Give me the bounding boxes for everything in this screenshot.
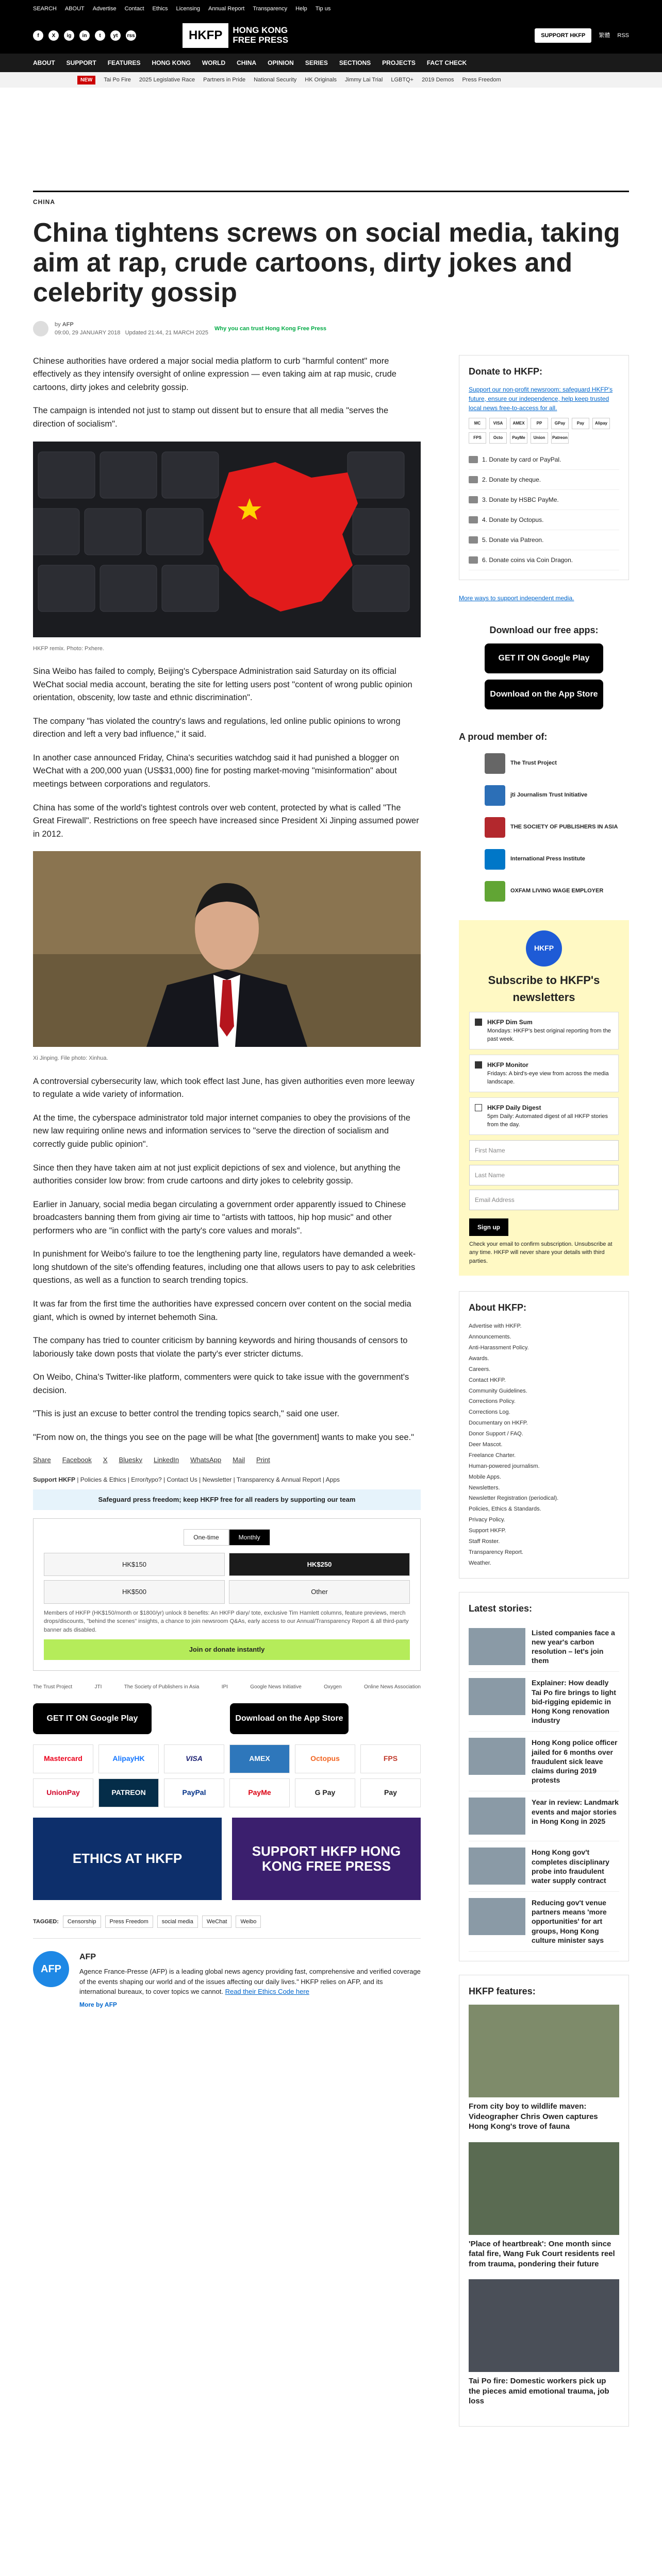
paragraph: The campaign is intended not just to stamp out dissent but to ensure that all media "serves the direction of socialism". xyxy=(33,406,389,429)
rss-link[interactable]: RSS xyxy=(617,32,629,39)
author-box-text xyxy=(79,1951,421,2009)
trending-item[interactable]: HK Originals xyxy=(305,76,337,83)
newsletter-option[interactable] xyxy=(469,1012,619,1049)
about-item[interactable]: Transparency Report. xyxy=(469,1549,523,1555)
jti-icon xyxy=(485,785,505,806)
author-box-avatar[interactable]: AFP xyxy=(33,1951,69,1987)
story-thumbnail xyxy=(469,1738,525,1775)
ethics-code-link[interactable]: Read their Ethics Code here xyxy=(225,1988,309,1996)
share-linkedin[interactable]: LinkedIn xyxy=(154,1455,179,1464)
about-item[interactable]: Freelance Charter. xyxy=(469,1452,516,1459)
donate-widget xyxy=(33,1518,421,1671)
newsletter-option-text xyxy=(487,1018,613,1044)
sidebar-app-store[interactable]: Download on the App Store xyxy=(485,680,603,709)
donate-tabs xyxy=(44,1529,410,1546)
about-item[interactable]: Newsletter Registration (periodical). xyxy=(469,1495,559,1502)
paragraph: In punishment for Weibo's failure to toe the lengthening party line, regulators have demanded a week-long shutdown of the site's offending features, including one that allows users to pay to ask celebrities questions, as well as a function to search trending topics. xyxy=(33,1249,416,1285)
pay-icon[interactable]: Union xyxy=(531,432,548,444)
xi-jinping-photo xyxy=(33,851,421,1047)
feature-item[interactable] xyxy=(469,2279,619,2406)
apps-title: Download our free apps: xyxy=(489,624,599,635)
about-item[interactable]: Awards. xyxy=(469,1355,489,1362)
x-icon[interactable]: X xyxy=(48,30,59,41)
youtube-icon[interactable]: yt xyxy=(110,30,121,41)
email-input[interactable]: Email Address xyxy=(469,1190,619,1210)
about-title: About HKFP: xyxy=(469,1302,526,1313)
tag[interactable]: WeChat xyxy=(202,1916,232,1928)
features-box xyxy=(459,1975,629,2427)
feature-title: 'Place of heartbreak': One month since fatal fire, Wang Fuk Court residents reel from trauma, pondering their future xyxy=(469,2239,615,2268)
columns xyxy=(33,355,629,2440)
updated-date: Updated 21:44, 21 MARCH 2025 xyxy=(125,330,209,336)
donate-option-label: 6. Donate coins via Coin Dragon. xyxy=(482,556,573,564)
main-nav xyxy=(0,54,662,72)
pay-logo[interactable]: VISA xyxy=(164,1744,224,1773)
trending-item[interactable]: LGBTQ+ xyxy=(391,76,414,83)
author-bio-text: Agence France-Presse (AFP) is a leading global news agency providing fast, comprehensive and verified coverage of the events shaping our world and of the issues affecting our daily lives." HKFP relies on AFP, and its international bureaux, to cover topics we cannot. xyxy=(79,1968,421,1996)
topbar-transparency[interactable]: Transparency xyxy=(253,5,288,12)
paragraph: Chinese authorities have ordered a major social media platform to curb "harmful content" more effectively as they intensify oversight of online expression — even taking aim at rap music, crude cartoons, dirty jokes and celebrity gossip. xyxy=(33,356,396,392)
nav-fact-check[interactable]: FACT CHECK xyxy=(426,59,467,66)
instagram-icon[interactable]: ig xyxy=(64,30,74,41)
ethics-banner[interactable]: ETHICS AT HKFP xyxy=(33,1818,222,1900)
rss-icon[interactable]: rss xyxy=(126,30,136,41)
published-date: 09:00, 29 JANUARY 2018 xyxy=(55,330,121,336)
topbar-tip-us[interactable]: Tip us xyxy=(315,5,331,12)
ipi-icon xyxy=(485,849,505,870)
donate-option[interactable] xyxy=(469,550,619,570)
cheque-icon xyxy=(469,476,478,483)
hkfp-logo[interactable] xyxy=(183,23,288,48)
logo-text xyxy=(233,26,288,45)
share-bar xyxy=(33,1455,421,1465)
newsletter-box xyxy=(459,920,629,1276)
feature-item[interactable] xyxy=(469,2005,619,2132)
support-link[interactable]: Support HKFP xyxy=(33,1476,75,1484)
newsletter-name: HKFP Monitor xyxy=(487,1061,528,1069)
story-title: Reducing gov't venue partners means 'more opportunities' for art groups, Hong Kong culture minister says xyxy=(532,1899,607,1944)
story-item[interactable] xyxy=(469,1841,619,1892)
pay-logo[interactable]: FPS xyxy=(360,1744,421,1773)
story-thumbnail xyxy=(469,1848,525,1885)
donate-option[interactable] xyxy=(469,470,619,490)
more-by-author-link[interactable]: More by AFP xyxy=(79,2001,117,2008)
newsletter-desc: 5pm Daily: Automated digest of all HKFP stories from the day. xyxy=(487,1113,608,1128)
trending-item[interactable]: Tai Po Fire xyxy=(104,76,131,83)
newsletter-name: HKFP Daily Digest xyxy=(487,1104,541,1111)
trending-item[interactable]: Jimmy Lai Trial xyxy=(345,76,383,83)
paragraph: Sina Weibo has failed to comply, Beijing's Cyberspace Administration said Saturday on its official WeChat social media account, berating the site for letting users post "content of wrong public opinion orientation, obscenity, low taste and ethnic discrimination". xyxy=(33,667,412,703)
support-links: Support HKFP | Policies & Ethics | Error/typo? | Contact Us | Newsletter | Transparency & Annual Report | Apps xyxy=(33,1476,340,1484)
image-caption: Xi Jinping. File photo: Xinhua. xyxy=(33,1055,108,1062)
app-store-buttons xyxy=(33,1703,421,1734)
content-wrapper xyxy=(0,191,662,2440)
byline-by: by xyxy=(55,321,61,328)
brand-right xyxy=(535,28,629,43)
newsletter-note: Check your email to confirm subscription. Unsubscribe at any time. HKFP will never share your details with third parties. xyxy=(469,1241,613,1264)
policies-link[interactable]: Policies & Ethics xyxy=(80,1476,126,1484)
about-item[interactable]: Human-powered journalism. xyxy=(469,1463,540,1469)
nav-sections[interactable]: SECTIONS xyxy=(339,59,371,66)
join-donate-button[interactable]: Join or donate instantly xyxy=(44,1639,410,1660)
pay-logo[interactable]: AlipayHK xyxy=(98,1744,159,1773)
latest-title: Latest stories: xyxy=(469,1603,533,1614)
tag[interactable]: Weibo xyxy=(236,1916,261,1928)
feature-item[interactable] xyxy=(469,2142,619,2269)
latest-stories-box xyxy=(459,1592,629,1961)
contact-link[interactable]: Contact Us xyxy=(167,1476,197,1484)
brand-bar xyxy=(0,18,662,54)
feature-thumbnail xyxy=(469,2279,619,2372)
article-category[interactable]: CHINA xyxy=(33,198,55,206)
story-thumbnail xyxy=(469,1628,525,1665)
topbar-contact[interactable]: Contact xyxy=(124,5,144,12)
pay-icon[interactable]: AMEX xyxy=(510,418,527,429)
about-item[interactable]: Advertise with HKFP. xyxy=(469,1323,522,1330)
paragraph: The company has tried to counter criticism by banning keywords and hiring thousands of censors to laboriously take down posts that violate the party's ever stricter dictums. xyxy=(33,1336,408,1359)
member-name: International Press Institute xyxy=(510,856,585,862)
feature-thumbnail xyxy=(469,2142,619,2235)
donate-option-label: 2. Donate by cheque. xyxy=(482,476,541,483)
newsletter-logo: HKFP xyxy=(526,930,562,967)
new-badge: NEW xyxy=(77,76,95,84)
donate-title: Donate to HKFP: xyxy=(469,366,542,377)
topbar-advertise[interactable]: Advertise xyxy=(92,5,117,12)
trending-item[interactable]: National Security xyxy=(254,76,297,83)
donate-option[interactable] xyxy=(469,510,619,530)
pay-logo[interactable]: PATREON xyxy=(98,1778,159,1807)
article-body xyxy=(33,355,421,2440)
oxfam-icon xyxy=(485,881,505,902)
story-thumbnail xyxy=(469,1898,525,1935)
sidebar-pay-logos xyxy=(469,418,619,444)
share-facebook[interactable]: Facebook xyxy=(62,1455,92,1464)
topbar-licensing[interactable]: Licensing xyxy=(176,5,200,12)
tags-row xyxy=(33,1916,421,1928)
partner-logo[interactable]: The Trust Project xyxy=(33,1684,73,1690)
story-item[interactable] xyxy=(469,1672,619,1732)
newsletter-desc: Mondays: HKFP's best original reporting from the past week. xyxy=(487,1027,611,1043)
newsletter-option-text xyxy=(487,1060,613,1087)
about-item[interactable]: Announcements. xyxy=(469,1334,511,1341)
linkedin-icon[interactable]: in xyxy=(79,30,90,41)
about-list xyxy=(469,1321,619,1568)
pay-icon[interactable]: VISA xyxy=(489,418,507,429)
octopus-icon xyxy=(469,516,478,523)
about-item[interactable]: Staff Roster. xyxy=(469,1538,500,1545)
error-link[interactable]: Error/typo? xyxy=(131,1476,162,1484)
paragraph: A controversial cybersecurity law, which took effect last June, has given authorities even more leeway to regulate a wide variety of information. xyxy=(33,1076,415,1099)
feature-title: Tai Po fire: Domestic workers pick up the pieces amid emotional trauma, job loss xyxy=(469,2377,609,2405)
pay-logo[interactable]: PayPal xyxy=(164,1778,224,1807)
app-store-button[interactable]: Download on the App Store xyxy=(230,1703,349,1734)
story-title: Hong Kong gov't completes disciplinary probe into fraudulent water supply contract xyxy=(532,1848,609,1885)
more-ways-link[interactable]: More ways to support independent media. xyxy=(459,594,574,602)
checkbox[interactable] xyxy=(475,1104,482,1111)
about-item[interactable]: Donor Support / FAQ. xyxy=(469,1431,523,1437)
about-item[interactable]: Policies, Ethics & Standards. xyxy=(469,1506,541,1513)
amount-option[interactable]: HK$150 xyxy=(44,1553,225,1577)
partner-logo[interactable]: Online News Association xyxy=(363,1684,421,1690)
about-item[interactable]: Contact HKFP. xyxy=(469,1377,506,1383)
nav-features[interactable]: FEATURES xyxy=(107,59,141,66)
donate-option[interactable] xyxy=(469,530,619,550)
promo-banners xyxy=(33,1818,421,1900)
pay-icon[interactable]: GPay xyxy=(551,418,569,429)
paragraph: In another case announced Friday, China's securities watchdog said it had punished a blogger on WeChat with a 200,000 yuan (US$31,000) fine for posting market-moving "misinformation" about meetings between corporations and regulators. xyxy=(33,753,400,789)
first-name-input[interactable]: First Name xyxy=(469,1140,619,1161)
pay-logo[interactable]: G Pay xyxy=(295,1778,355,1807)
image-caption: HKFP remix. Photo: Pxhere. xyxy=(33,645,104,652)
story-item[interactable] xyxy=(469,1732,619,1791)
pay-logo[interactable]: AMEX xyxy=(229,1744,290,1773)
share-whatsapp[interactable]: WhatsApp xyxy=(190,1455,222,1464)
pay-icon[interactable]: Patreon xyxy=(551,432,569,444)
partner-logos-row xyxy=(33,1683,421,1691)
member-name: OXFAM LIVING WAGE EMPLOYER xyxy=(510,888,604,894)
share-x[interactable]: X xyxy=(103,1455,108,1464)
donate-text[interactable]: Support our non-profit newsroom: safeguard HKFP's future, ensure our independence, help keep trusted local news free-to-access for all. xyxy=(469,385,613,412)
topbar-help[interactable]: Help xyxy=(295,5,307,12)
checkbox-checked[interactable] xyxy=(475,1061,482,1069)
tags-label: TAGGED: xyxy=(33,1918,59,1925)
author-avatar xyxy=(33,321,48,336)
telegram-icon[interactable]: t xyxy=(95,30,105,41)
logo-line-2: FREE PRESS xyxy=(233,35,289,45)
about-item[interactable]: Deer Mascot. xyxy=(469,1442,503,1448)
nav-support[interactable]: SUPPORT xyxy=(66,59,96,66)
pay-icon[interactable]: PayMe xyxy=(510,432,527,444)
member-name: jti Journalism Trust Initiative xyxy=(510,792,588,799)
sopa-icon xyxy=(485,817,505,838)
paragraph: The company "has violated the country's laws and regulations, led online public opinions to wrong direction and left a very bad influence," it said. xyxy=(33,716,401,739)
feature-thumbnail xyxy=(469,2005,619,2097)
donate-option-label: 1. Donate by card or PayPal. xyxy=(482,455,561,463)
pay-logo[interactable]: Pay xyxy=(360,1778,421,1807)
donate-options-list xyxy=(469,450,619,570)
keyboard-china-map-image xyxy=(33,442,421,637)
sidebar xyxy=(459,355,629,2440)
tag[interactable]: social media xyxy=(157,1916,198,1928)
donate-option-label: 4. Donate by Octopus. xyxy=(482,516,544,523)
author-box-bio xyxy=(79,1967,421,1997)
newsletter-name: HKFP Dim Sum xyxy=(487,1018,533,1026)
logo-line-1: HONG KONG xyxy=(233,25,288,36)
donate-amounts xyxy=(44,1553,410,1604)
partner-logo[interactable]: JTI xyxy=(94,1684,102,1690)
topbar-about[interactable]: ABOUT xyxy=(64,5,85,12)
member-name: The Trust Project xyxy=(510,760,557,767)
paragraph: "This is just an excuse to better control the trending topics search," said one user. xyxy=(33,1409,340,1419)
amount-option-selected[interactable]: HK$250 xyxy=(229,1553,410,1577)
member-logo[interactable] xyxy=(485,782,629,809)
newsletter-link[interactable]: Newsletter xyxy=(202,1476,232,1484)
topbar-annual-report[interactable]: Annual Report xyxy=(208,5,245,12)
about-item[interactable]: Privacy Policy. xyxy=(469,1517,505,1523)
story-title: Hong Kong police officer jailed for 6 months over fraudulent sick leave claims during 2019 protests xyxy=(532,1738,618,1785)
trending-item[interactable]: 2019 Demos xyxy=(422,76,454,83)
byline-text xyxy=(55,320,208,337)
byline xyxy=(33,320,629,337)
partner-logo[interactable]: IPI xyxy=(221,1684,228,1690)
author-box-name[interactable]: AFP xyxy=(79,1953,96,1962)
logo-box: HKFP xyxy=(183,23,228,48)
story-item[interactable] xyxy=(469,1622,619,1672)
member-name: THE SOCIETY OF PUBLISHERS IN ASIA xyxy=(510,824,618,831)
pay-icon[interactable]: MC xyxy=(469,418,486,429)
nav-projects[interactable]: PROJECTS xyxy=(382,59,416,66)
last-name-input[interactable]: Last Name xyxy=(469,1165,619,1185)
nav-opinion[interactable]: OPINION xyxy=(268,59,294,66)
language-link[interactable]: 繁體 xyxy=(599,32,610,39)
member-logo[interactable] xyxy=(485,814,629,841)
member-logo[interactable] xyxy=(485,750,629,777)
pay-logo[interactable]: Mastercard xyxy=(33,1744,93,1773)
paragraph: China has some of the world's tightest controls over web content, protected by what is called "The Great Firewall". Restrictions on free speech have increased since President Xi Jinping assumed power in 2012. xyxy=(33,803,419,839)
pay-logo[interactable]: PayMe xyxy=(229,1778,290,1807)
member-title: A proud member of: xyxy=(459,731,548,742)
author-box xyxy=(33,1938,421,2009)
donate-option-label: 3. Donate by HSBC PayMe. xyxy=(482,496,559,503)
share-mail[interactable]: Mail xyxy=(233,1455,245,1464)
about-item[interactable]: Mobile Apps. xyxy=(469,1473,501,1480)
nav-series[interactable]: SERIES xyxy=(305,59,328,66)
transparency-link[interactable]: Transparency & Annual Report xyxy=(236,1476,321,1484)
partner-logo[interactable]: Oxygen xyxy=(324,1684,342,1690)
story-title: Year in review: Landmark events and major stories in Hong Kong in 2025 xyxy=(532,1798,619,1825)
donate-option[interactable] xyxy=(469,450,619,470)
card-icon xyxy=(469,456,478,463)
payme-icon xyxy=(469,496,478,503)
about-item[interactable]: Corrections Policy. xyxy=(469,1398,516,1405)
pay-icon[interactable]: FPS xyxy=(469,432,486,444)
share-print[interactable]: Print xyxy=(256,1455,270,1464)
support-banner[interactable]: SUPPORT HKFP HONG KONG FREE PRESS xyxy=(232,1818,421,1900)
support-hkfp-button[interactable]: SUPPORT HKFP xyxy=(535,28,591,43)
about-item[interactable]: Careers. xyxy=(469,1366,491,1372)
signup-button[interactable]: Sign up xyxy=(469,1218,508,1236)
story-thumbnail xyxy=(469,1678,525,1715)
pay-icon[interactable]: Alipay xyxy=(592,418,610,429)
paragraph: It was far from the first time the authorities have expressed concern over content on the social media giant, which is owned by internet behemoth Sina. xyxy=(33,1299,411,1322)
trust-project-icon xyxy=(485,753,505,774)
features-title: HKFP features: xyxy=(469,1986,536,1996)
story-item[interactable] xyxy=(469,1892,619,1952)
donate-option-label: 5. Donate via Patreon. xyxy=(482,536,544,544)
payment-methods xyxy=(33,1744,421,1807)
story-item[interactable] xyxy=(469,1791,619,1841)
tag[interactable]: Press Freedom xyxy=(105,1916,153,1928)
nav-china[interactable]: CHINA xyxy=(237,59,257,66)
tab-monthly[interactable]: Monthly xyxy=(229,1529,270,1546)
about-item[interactable]: Anti-Harassment Policy. xyxy=(469,1344,529,1351)
membership-text: Members of HKFP (HK$150/month or $1800/yr) unlock 8 benefits: An HKFP diary/ tote, exclusive Tim Hamlett columns, feature previews, merch drops/discounts, "behind the scenes" insights, a chance to join newsroom Q&As, early access to our Annual/Transparency Report & all third-party banner ads disabled. xyxy=(44,1609,409,1633)
facebook-icon[interactable]: f xyxy=(33,30,43,41)
tag[interactable]: Censorship xyxy=(63,1916,101,1928)
pay-icon[interactable]: PP xyxy=(531,418,548,429)
apps-link[interactable]: Apps xyxy=(325,1476,340,1484)
donate-sidebar-box xyxy=(459,355,629,580)
search-link[interactable]: SEARCH xyxy=(33,5,57,12)
trending-item[interactable]: 2025 Legislative Race xyxy=(139,76,195,83)
paragraph: "From now on, the things you see on the page will be what [the government] wants to make you see." xyxy=(33,1432,415,1442)
newsletter-option[interactable] xyxy=(469,1055,619,1092)
coin-icon xyxy=(469,556,478,564)
about-item[interactable]: Newsletters. xyxy=(469,1484,500,1491)
story-title: Explainer: How deadly Tai Po fire brings to light bid-rigging epidemic in Hong Kong renovation industry xyxy=(532,1679,616,1725)
paragraph: At the time, the cyberspace administrator told major internet companies to obey the provisions of the new law requiring online news and information services to "serve the direction of socialism and correctly guide public opinion". xyxy=(33,1113,410,1149)
nav-about[interactable]: ABOUT xyxy=(33,59,55,66)
trending-nav xyxy=(0,72,662,88)
member-logo[interactable] xyxy=(485,846,629,873)
paragraph: Earlier in January, social media began circulating a government order apparently issued to Chinese broadcasters banning them from giving air time to "artists with tattoos, hip hop music" and other performers who are "in conflict with the party's core values and morals". xyxy=(33,1199,406,1235)
newsletter-title: Subscribe to HKFP's newsletters xyxy=(488,973,600,1004)
trending-item[interactable]: Press Freedom xyxy=(462,76,501,83)
amount-option[interactable]: HK$500 xyxy=(44,1580,225,1604)
byline-author[interactable]: AFP xyxy=(62,321,74,328)
trending-item[interactable]: Partners in Pride xyxy=(203,76,246,83)
newsletter-desc: Fridays: A bird's-eye view from across the media landscape. xyxy=(487,1070,609,1086)
amount-option-other[interactable]: Other xyxy=(229,1580,410,1604)
paragraph: Since then they have taken aim at not just explicit depictions of sex and violence, but anything the authorities consider low brow: from crude cartoons and dirty jokes to celebrity gossip. xyxy=(33,1163,401,1186)
google-play-button[interactable]: GET IT ON Google Play xyxy=(33,1703,152,1734)
about-item[interactable]: Documentary on HKFP. xyxy=(469,1420,528,1427)
story-thumbnail xyxy=(469,1798,525,1835)
checkbox-checked[interactable] xyxy=(475,1019,482,1026)
article-header xyxy=(33,191,629,337)
topbar-ethics[interactable]: Ethics xyxy=(152,5,168,12)
member-logo[interactable] xyxy=(485,878,629,905)
story-title: Listed companies face a new year's carbon resolution – let's join them xyxy=(532,1628,615,1665)
pay-logo[interactable]: UnionPay xyxy=(33,1778,93,1807)
nav-world[interactable]: WORLD xyxy=(202,59,226,66)
donate-option[interactable] xyxy=(469,490,619,510)
share-bluesky[interactable]: Bluesky xyxy=(119,1455,142,1464)
about-item[interactable]: Corrections Log. xyxy=(469,1409,510,1416)
pay-logo[interactable]: Octopus xyxy=(295,1744,355,1773)
nav-hong-kong[interactable]: HONG KONG xyxy=(152,59,191,66)
patreon-icon xyxy=(469,536,478,544)
about-box xyxy=(459,1291,629,1578)
newsletter-option[interactable] xyxy=(469,1097,619,1135)
trust-link[interactable]: Why you can trust Hong Kong Free Press xyxy=(214,325,326,332)
about-item[interactable]: Support HKFP. xyxy=(469,1528,506,1534)
pay-icon[interactable]: Pay xyxy=(572,418,589,429)
about-item[interactable]: Weather. xyxy=(469,1560,491,1566)
partner-logo[interactable]: Google News Initiative xyxy=(250,1684,302,1690)
about-item[interactable]: Community Guidelines. xyxy=(469,1387,527,1394)
tab-one-time[interactable]: One-time xyxy=(184,1529,228,1546)
sidebar-google-play[interactable]: GET IT ON Google Play xyxy=(485,643,603,673)
feature-title: From city boy to wildlife maven: Videographer Chris Owen captures Hong Kong's trove of fauna xyxy=(469,2102,598,2131)
paragraph: On Weibo, China's Twitter-like platform, commenters were quick to take issue with the government's decision. xyxy=(33,1372,409,1395)
newsletter-option-text xyxy=(487,1103,613,1129)
safeguard-banner[interactable]: Safeguard press freedom; keep HKFP free for all readers by supporting our team xyxy=(33,1489,421,1510)
social-icons xyxy=(33,30,136,41)
pay-icon[interactable]: Octo xyxy=(489,432,507,444)
partner-logo[interactable]: The Society of Publishers in Asia xyxy=(124,1684,200,1690)
top-utility-bar xyxy=(0,0,662,18)
share-label[interactable]: Share xyxy=(33,1455,51,1464)
article-title: China tightens screws on social media, taking aim at rap, crude cartoons, dirty jokes and celebrity gossip xyxy=(33,218,620,308)
